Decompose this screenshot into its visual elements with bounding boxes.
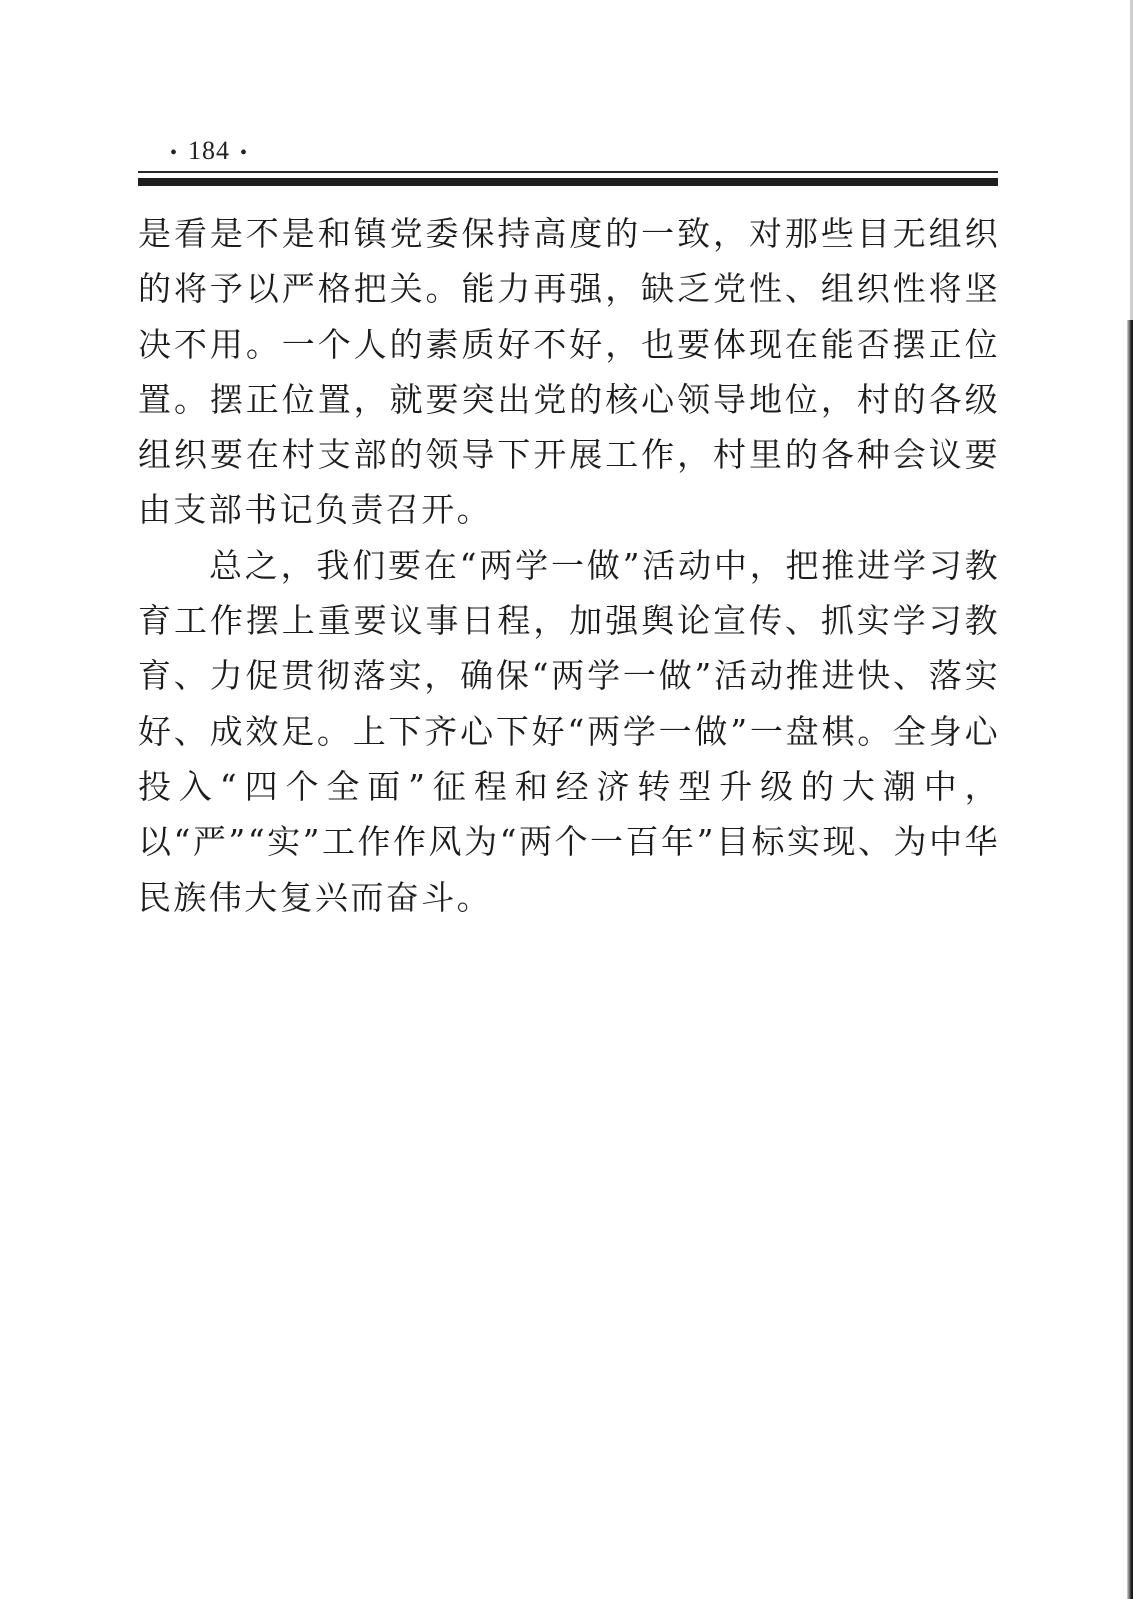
page-number: 184 <box>188 136 231 165</box>
header-rule-thick <box>138 178 998 186</box>
header-rule-thin <box>138 171 998 173</box>
paragraph-1: 是看是不是和镇党委保持高度的一致，对那些目无组织的将予以严格把关。能力再强，缺乏党性、组织性将坚决不用。一个人的素质好不好，也要体现在能否摆正位置。摆正位置，就要突出党的核心领导地位，村的各级组织要在村支部的领导下开展工作，村里的各种会议要由支部书记负责召开。 <box>138 214 1000 530</box>
page-body <box>138 206 1000 925</box>
header-dot-right: • <box>240 141 249 164</box>
paragraph-2: 总之，我们要在“两学一做”活动中，把推进学习教育工作摆上重要议事日程，加强舆论宣传、抓实学习教育、力促贯彻落实，确保“两学一做”活动推进快、落实好、成效足。上下齐心下好“两学一做”一盘棋。全身心投入“四个全面”征程和经济转型升级的大潮中，以“严”“实”工作作风为“两个一百年”目标实现、为中华民族伟大复兴而奋斗。 <box>138 545 1000 917</box>
page-header <box>160 136 258 166</box>
scan-edge-right <box>1127 320 1133 1599</box>
header-dot-left: • <box>170 141 179 164</box>
